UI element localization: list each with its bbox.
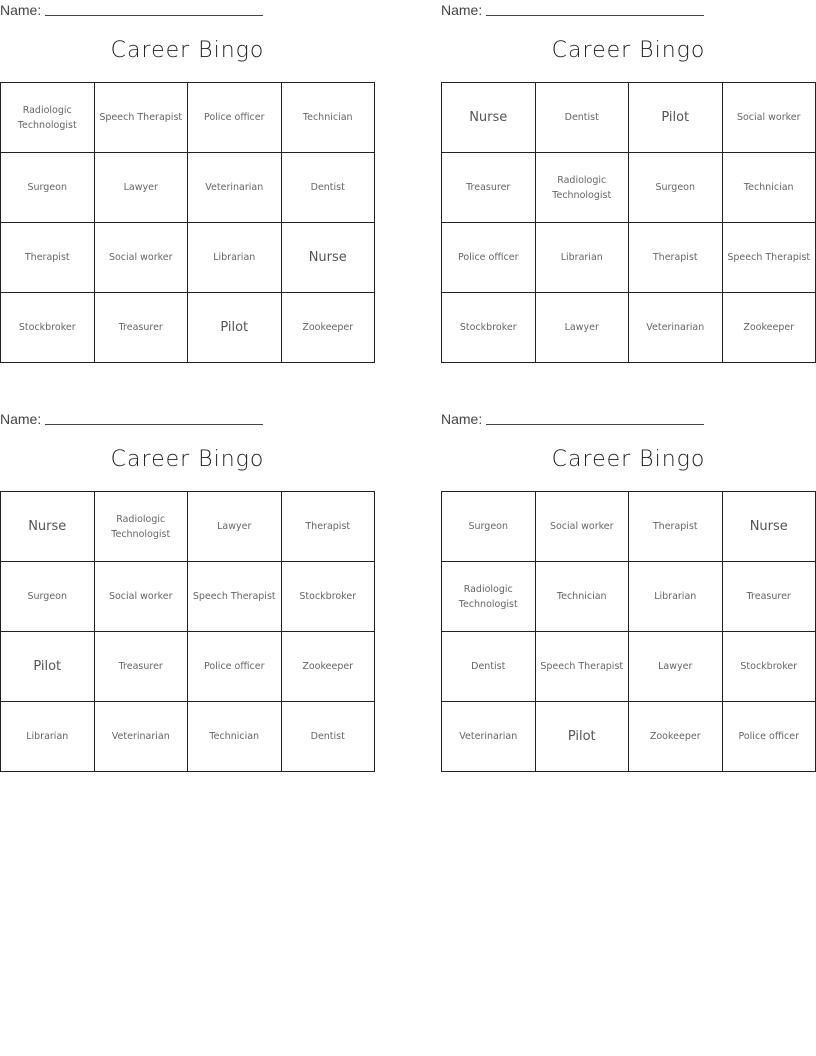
bingo-cell[interactable]: Surgeon xyxy=(1,153,95,223)
name-label: Name: xyxy=(441,2,483,18)
bingo-cell[interactable]: Police officer xyxy=(723,702,816,772)
bingo-cell[interactable]: Police officer xyxy=(188,83,282,153)
bingo-cell[interactable]: Therapist xyxy=(629,492,723,562)
card-title: Career Bingo xyxy=(110,38,265,63)
bingo-cell[interactable]: Technician xyxy=(723,153,816,223)
bingo-card-3 xyxy=(0,409,375,774)
name-label: Name: xyxy=(0,411,42,427)
bingo-cell[interactable]: Librarian xyxy=(629,562,723,632)
bingo-cell[interactable]: Stockbroker xyxy=(723,632,816,702)
bingo-cell[interactable]: Lawyer xyxy=(536,293,630,363)
bingo-grid xyxy=(0,82,375,363)
bingo-cell[interactable]: Speech Therapist xyxy=(95,83,189,153)
name-field[interactable] xyxy=(0,2,263,20)
bingo-cell[interactable]: Social worker xyxy=(536,492,630,562)
bingo-cell[interactable]: Surgeon xyxy=(1,562,95,632)
bingo-cell[interactable]: Stockbroker xyxy=(1,293,95,363)
bingo-cell[interactable]: Nurse xyxy=(282,223,376,293)
bingo-cell[interactable]: Pilot xyxy=(1,632,95,702)
bingo-cell[interactable]: Therapist xyxy=(282,492,376,562)
bingo-cell[interactable]: Librarian xyxy=(188,223,282,293)
bingo-cell[interactable]: Veterinarian xyxy=(629,293,723,363)
bingo-cell[interactable]: Nurse xyxy=(442,83,536,153)
name-field[interactable] xyxy=(441,2,704,20)
card-title: Career Bingo xyxy=(551,38,706,63)
bingo-cell[interactable]: Social worker xyxy=(95,562,189,632)
bingo-cell[interactable]: Lawyer xyxy=(188,492,282,562)
bingo-cell[interactable]: Dentist xyxy=(282,153,376,223)
bingo-cell[interactable]: Pilot xyxy=(629,83,723,153)
bingo-cell[interactable]: Dentist xyxy=(282,702,376,772)
bingo-cell[interactable]: Speech Therapist xyxy=(536,632,630,702)
bingo-card-2 xyxy=(441,0,816,365)
bingo-cell[interactable]: Technician xyxy=(536,562,630,632)
bingo-cell[interactable]: Zookeeper xyxy=(629,702,723,772)
bingo-cell[interactable]: Speech Therapist xyxy=(188,562,282,632)
bingo-cell[interactable]: Veterinarian xyxy=(95,702,189,772)
bingo-cell[interactable]: Therapist xyxy=(629,223,723,293)
bingo-cell[interactable]: Nurse xyxy=(723,492,816,562)
name-underline[interactable] xyxy=(486,411,704,425)
name-label: Name: xyxy=(0,2,42,18)
bingo-cell[interactable]: Treasurer xyxy=(442,153,536,223)
bingo-cell[interactable]: Police officer xyxy=(442,223,536,293)
bingo-grid xyxy=(441,491,816,772)
bingo-grid xyxy=(0,491,375,772)
bingo-cell[interactable]: Pilot xyxy=(188,293,282,363)
bingo-cell[interactable]: Treasurer xyxy=(95,632,189,702)
bingo-cell[interactable]: Radiologic Technologist xyxy=(1,83,95,153)
bingo-cell[interactable]: Therapist xyxy=(1,223,95,293)
bingo-cell[interactable]: Police officer xyxy=(188,632,282,702)
bingo-cell[interactable]: Surgeon xyxy=(629,153,723,223)
card-title: Career Bingo xyxy=(110,447,265,472)
bingo-cell[interactable]: Zookeeper xyxy=(282,632,376,702)
bingo-card-4 xyxy=(441,409,816,774)
bingo-cell[interactable]: Nurse xyxy=(1,492,95,562)
bingo-card-1 xyxy=(0,0,375,365)
bingo-cell[interactable]: Technician xyxy=(282,83,376,153)
bingo-cell[interactable]: Radiologic Technologist xyxy=(536,153,630,223)
bingo-cell[interactable]: Social worker xyxy=(723,83,816,153)
bingo-cell[interactable]: Lawyer xyxy=(629,632,723,702)
bingo-cell[interactable]: Zookeeper xyxy=(282,293,376,363)
bingo-cell[interactable]: Stockbroker xyxy=(442,293,536,363)
name-underline[interactable] xyxy=(486,2,704,16)
bingo-cell[interactable]: Zookeeper xyxy=(723,293,816,363)
bingo-cell[interactable]: Pilot xyxy=(536,702,630,772)
bingo-cell[interactable]: Dentist xyxy=(536,83,630,153)
name-underline[interactable] xyxy=(45,411,263,425)
bingo-cell[interactable]: Lawyer xyxy=(95,153,189,223)
bingo-cell[interactable]: Dentist xyxy=(442,632,536,702)
name-field[interactable] xyxy=(441,411,704,429)
bingo-cell[interactable]: Veterinarian xyxy=(188,153,282,223)
bingo-cell[interactable]: Speech Therapist xyxy=(723,223,816,293)
bingo-cell[interactable]: Treasurer xyxy=(723,562,816,632)
bingo-cell[interactable]: Veterinarian xyxy=(442,702,536,772)
bingo-grid xyxy=(441,82,816,363)
bingo-cell[interactable]: Stockbroker xyxy=(282,562,376,632)
name-underline[interactable] xyxy=(45,2,263,16)
bingo-cell[interactable]: Librarian xyxy=(536,223,630,293)
bingo-cell[interactable]: Technician xyxy=(188,702,282,772)
bingo-cell[interactable]: Surgeon xyxy=(442,492,536,562)
name-field[interactable] xyxy=(0,411,263,429)
name-label: Name: xyxy=(441,411,483,427)
bingo-cell[interactable]: Social worker xyxy=(95,223,189,293)
bingo-cell[interactable]: Radiologic Technologist xyxy=(442,562,536,632)
bingo-cell[interactable]: Radiologic Technologist xyxy=(95,492,189,562)
bingo-cell[interactable]: Librarian xyxy=(1,702,95,772)
card-title: Career Bingo xyxy=(551,447,706,472)
bingo-cell[interactable]: Treasurer xyxy=(95,293,189,363)
